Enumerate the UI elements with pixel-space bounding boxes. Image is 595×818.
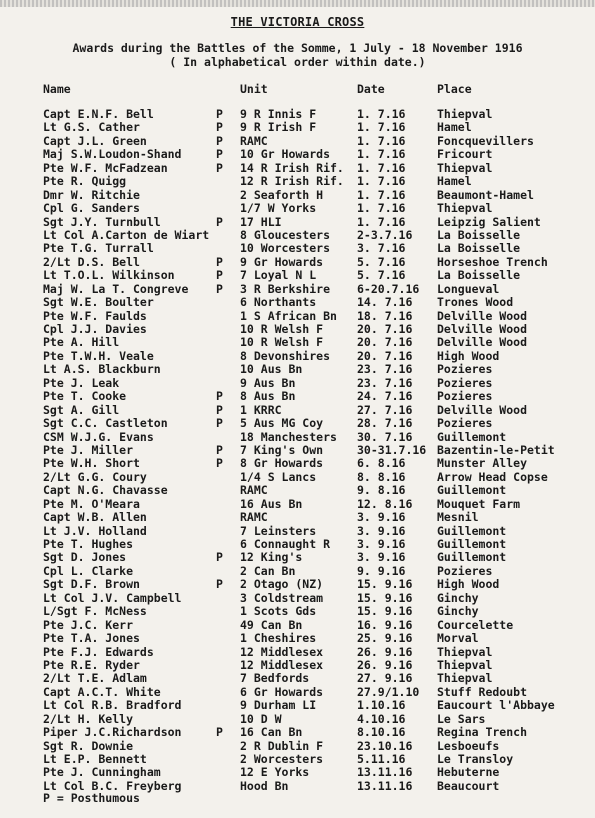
award-name: Pte R.E. Ryder <box>43 657 140 672</box>
award-unit: 49 Can Bn <box>240 617 303 632</box>
posthumous-mark: P <box>216 416 223 431</box>
award-date: 15. 9.16 <box>357 590 413 605</box>
table-row <box>0 672 595 685</box>
award-name: Sgt J.Y. Turnbull <box>43 214 161 229</box>
award-date: 5. 7.16 <box>357 254 406 269</box>
award-unit: 1/7 W Yorks <box>240 201 317 216</box>
award-name: Maj S.W.Loudon-Shand <box>43 147 182 162</box>
award-place: Pozieres <box>437 563 493 578</box>
award-name: Sgt R. Downie <box>43 738 134 753</box>
award-unit: 1 Cheshires <box>240 631 317 646</box>
award-name: Pte M. O'Meara <box>43 496 140 511</box>
award-date: 27.9/1.10 <box>357 684 420 699</box>
table-row <box>0 148 595 161</box>
award-unit: 1/4 S Lancs <box>240 469 317 484</box>
award-unit: 14 R Irish Rif. <box>240 160 344 175</box>
table-row <box>0 498 595 511</box>
award-place: Hamel <box>437 120 472 135</box>
table-row <box>0 646 595 659</box>
table-row <box>0 175 595 188</box>
award-unit: RAMC <box>240 133 268 148</box>
posthumous-mark: P <box>216 725 223 740</box>
award-unit: 6 Northants <box>240 295 317 310</box>
column-header-name: Name <box>43 82 71 96</box>
award-place: Beaucourt <box>437 778 500 793</box>
table-row <box>0 269 595 282</box>
award-date: 25. 9.16 <box>357 631 413 646</box>
top-border <box>0 0 595 7</box>
award-unit: 10 Gr Howards <box>240 147 331 162</box>
table-row <box>0 726 595 739</box>
award-place: Hebuterne <box>437 765 500 780</box>
award-unit: 16 Can Bn <box>240 725 303 740</box>
award-name: Capt E.N.F. Bell <box>43 107 154 121</box>
award-place: Stuff Redoubt <box>437 684 528 699</box>
award-name: Pte T.W.H. Veale <box>43 348 154 363</box>
award-place: La Boisselle <box>437 268 521 283</box>
award-date: 1. 7.16 <box>357 107 406 121</box>
award-unit: 8 Aus Bn <box>240 389 296 404</box>
award-date: 2-3.7.16 <box>357 227 413 242</box>
award-date: 23. 7.16 <box>357 375 413 390</box>
posthumous-mark: P <box>216 577 223 592</box>
award-place: La Boisselle <box>437 227 521 242</box>
table-row <box>0 310 595 323</box>
table-row <box>0 431 595 444</box>
award-unit: RAMC <box>240 510 268 525</box>
award-date: 15. 9.16 <box>357 604 413 619</box>
award-unit: 1 KRRC <box>240 402 282 417</box>
table-row <box>0 363 595 376</box>
award-unit: 10 Worcesters <box>240 241 331 256</box>
table-row <box>0 121 595 134</box>
award-name: Pte F.J. Edwards <box>43 644 154 659</box>
table-row <box>0 108 595 121</box>
award-place: Fricourt <box>437 147 493 162</box>
posthumous-mark: P <box>216 147 223 162</box>
table-row <box>0 242 595 255</box>
award-place: Le Transloy <box>437 752 514 766</box>
award-place: Thiepval <box>437 657 493 672</box>
posthumous-mark: P <box>216 254 223 269</box>
award-name: Sgt D. Jones <box>43 550 127 565</box>
award-place: Foncquevillers <box>437 133 534 148</box>
award-name: Dmr W. Ritchie <box>43 187 140 202</box>
award-unit: 7 Bedfords <box>240 671 310 686</box>
award-name: Pte A. Hill <box>43 335 120 350</box>
award-place: La Boisselle <box>437 241 521 256</box>
award-name: Cpl J.J. Davies <box>43 322 147 336</box>
posthumous-mark: P <box>216 107 223 121</box>
award-date: 14. 7.16 <box>357 295 413 310</box>
award-name: Sgt C.C. Castleton <box>43 416 168 431</box>
subtitle-line-2: ( In alphabetical order within date.) <box>169 55 426 69</box>
award-date: 16. 9.16 <box>357 617 413 632</box>
award-unit: 8 Gloucesters <box>240 227 331 242</box>
award-place: Courcelette <box>437 617 514 632</box>
award-date: 28. 7.16 <box>357 416 413 431</box>
award-name: Pte W.F. Faulds <box>43 308 147 323</box>
award-name: Sgt W.E. Boulter <box>43 295 154 310</box>
table-row <box>0 525 595 538</box>
posthumous-mark: P <box>216 550 223 565</box>
award-date: 6. 8.16 <box>357 456 406 471</box>
award-date: 4.10.16 <box>357 711 406 726</box>
column-header-unit: Unit <box>240 82 268 96</box>
posthumous-mark: P <box>216 133 223 148</box>
award-place: Delville Wood <box>437 322 528 336</box>
award-place: Beaumont-Hamel <box>437 187 534 202</box>
award-unit: 2 Worcesters <box>240 752 324 766</box>
award-date: 1. 7.16 <box>357 201 406 216</box>
page-title: THE VICTORIA CROSS <box>230 15 365 29</box>
award-name: Lt J.V. Holland <box>43 523 147 538</box>
award-place: Pozieres <box>437 362 493 377</box>
award-unit: 12 King's <box>240 550 303 565</box>
award-unit: 8 Devonshires <box>240 348 331 363</box>
table-row <box>0 350 595 363</box>
award-name: Lt Col A.Carton de Wiart <box>43 227 210 242</box>
award-unit: 8 Gr Howards <box>240 456 324 471</box>
award-unit: 9 R Irish F <box>240 120 317 135</box>
award-date: 24. 7.16 <box>357 389 413 404</box>
table-row <box>0 551 595 564</box>
award-unit: 9 Durham LI <box>240 698 317 713</box>
award-date: 13.11.16 <box>357 765 413 780</box>
award-place: Thiepval <box>437 107 493 121</box>
award-name: 2/Lt D.S. Bell <box>43 254 140 269</box>
award-unit: 2 Otago (NZ) <box>240 577 324 592</box>
award-unit: 18 Manchesters <box>240 429 337 444</box>
table-row <box>0 336 595 349</box>
award-place: Delville Wood <box>437 402 528 417</box>
award-place: Morval <box>437 631 479 646</box>
table-row <box>0 605 595 618</box>
table-row <box>0 592 595 605</box>
posthumous-mark: P <box>216 281 223 296</box>
table-row <box>0 256 595 269</box>
table-row <box>0 162 595 175</box>
award-date: 1.10.16 <box>357 698 406 713</box>
award-unit: 9 R Innis F <box>240 107 317 121</box>
award-date: 9. 8.16 <box>357 483 406 498</box>
award-unit: 1 S African Bn <box>240 308 337 323</box>
award-name: Lt G.S. Cather <box>43 120 140 135</box>
award-unit: 6 Connaught R <box>240 537 331 551</box>
award-name: Pte T. Cooke <box>43 389 127 404</box>
award-name: Capt A.C.T. White <box>43 684 161 699</box>
table-row <box>0 713 595 726</box>
award-unit: 3 R Berkshire <box>240 281 331 296</box>
award-place: High Wood <box>437 577 500 592</box>
award-date: 6-20.7.16 <box>357 281 420 296</box>
award-name: Sgt A. Gill <box>43 402 120 417</box>
posthumous-mark: P <box>216 214 223 229</box>
award-name: 2/Lt T.E. Adlam <box>43 671 147 686</box>
award-place: Longueval <box>437 281 500 296</box>
posthumous-mark: P <box>216 389 223 404</box>
award-name: Pte J. Miller <box>43 442 134 457</box>
award-unit: 17 HLI <box>240 214 282 229</box>
table-row <box>0 229 595 242</box>
award-unit: 12 Middlesex <box>240 657 324 672</box>
award-name: Lt Col J.V. Campbell <box>43 590 182 605</box>
award-unit: 9 Aus Bn <box>240 375 296 390</box>
award-unit: 12 R Irish Rif. <box>240 174 344 189</box>
table-row <box>0 296 595 309</box>
award-name: Pte W.F. McFadzean <box>43 160 168 175</box>
award-place: Hamel <box>437 174 472 189</box>
table-row <box>0 578 595 591</box>
footnote: P = Posthumous <box>43 791 140 805</box>
table-row <box>0 740 595 753</box>
award-date: 23.10.16 <box>357 738 413 753</box>
award-unit: 16 Aus Bn <box>240 496 303 511</box>
award-date: 3. 7.16 <box>357 241 406 256</box>
award-date: 1. 7.16 <box>357 214 406 229</box>
award-name: L/Sgt F. McNess <box>43 604 147 619</box>
subtitle-line-1: Awards during the Battles of the Somme, 1 July - 18 November 1916 <box>72 41 523 55</box>
award-date: 15. 9.16 <box>357 577 413 592</box>
award-name: Pte T. Hughes <box>43 537 134 551</box>
award-name: Lt Col R.B. Bradford <box>43 698 182 713</box>
award-date: 8.10.16 <box>357 725 406 740</box>
table-row <box>0 565 595 578</box>
table-row <box>0 189 595 202</box>
award-unit: 12 E Yorks <box>240 765 310 780</box>
award-unit: 2 Can Bn <box>240 563 296 578</box>
posthumous-mark: P <box>216 402 223 417</box>
table-row <box>0 632 595 645</box>
table-row <box>0 484 595 497</box>
column-header-place: Place <box>437 82 472 96</box>
award-place: Thiepval <box>437 160 493 175</box>
award-date: 5.11.16 <box>357 752 406 766</box>
award-date: 3. 9.16 <box>357 510 406 525</box>
award-name: Lt Col B.C. Freyberg <box>43 778 182 793</box>
award-name: Lt A.S. Blackburn <box>43 362 161 377</box>
table-row <box>0 444 595 457</box>
award-place: Horseshoe Trench <box>437 254 548 269</box>
table-row <box>0 538 595 551</box>
award-date: 1. 7.16 <box>357 174 406 189</box>
award-date: 5. 7.16 <box>357 268 406 283</box>
award-name: Lt E.P. Bennett <box>43 752 147 766</box>
award-date: 12. 8.16 <box>357 496 413 511</box>
award-name: 2/Lt H. Kelly <box>43 711 134 726</box>
table-row <box>0 457 595 470</box>
award-name: Capt N.G. Chavasse <box>43 483 168 498</box>
award-date: 18. 7.16 <box>357 308 413 323</box>
award-date: 1. 7.16 <box>357 160 406 175</box>
award-unit: 10 Aus Bn <box>240 362 303 377</box>
table-row <box>0 216 595 229</box>
table-row <box>0 390 595 403</box>
table-row <box>0 766 595 779</box>
award-place: Regina Trench <box>437 725 528 740</box>
award-date: 27. 7.16 <box>357 402 413 417</box>
award-unit: 12 Middlesex <box>240 644 324 659</box>
award-date: 20. 7.16 <box>357 322 413 336</box>
award-name: Maj W. La T. Congreve <box>43 281 189 296</box>
award-date: 1. 7.16 <box>357 187 406 202</box>
posthumous-mark: P <box>216 120 223 135</box>
award-unit: 7 Loyal N L <box>240 268 317 283</box>
award-date: 20. 7.16 <box>357 348 413 363</box>
award-name: Capt W.B. Allen <box>43 510 147 525</box>
table-row <box>0 753 595 766</box>
award-place: Thiepval <box>437 201 493 216</box>
award-name: Pte R. Quigg <box>43 174 127 189</box>
award-unit: 7 King's Own <box>240 442 324 457</box>
award-date: 1. 7.16 <box>357 133 406 148</box>
award-date: 1. 7.16 <box>357 120 406 135</box>
award-unit: 9 Gr Howards <box>240 254 324 269</box>
award-unit: 2 R Dublin F <box>240 738 324 753</box>
table-row <box>0 659 595 672</box>
award-place: Thiepval <box>437 644 493 659</box>
table-row <box>0 619 595 632</box>
table-row <box>0 471 595 484</box>
posthumous-mark: P <box>216 268 223 283</box>
award-name: Pte T.A. Jones <box>43 631 140 646</box>
table-row <box>0 417 595 430</box>
posthumous-mark: P <box>216 160 223 175</box>
award-name: Pte W.H. Short <box>43 456 140 471</box>
award-date: 26. 9.16 <box>357 644 413 659</box>
award-date: 9. 9.16 <box>357 563 406 578</box>
award-unit: Hood Bn <box>240 778 289 793</box>
award-date: 20. 7.16 <box>357 335 413 350</box>
award-place: Munster Alley <box>437 456 528 471</box>
award-name: CSM W.J.G. Evans <box>43 429 154 444</box>
table-row <box>0 511 595 524</box>
award-place: Guillemont <box>437 523 507 538</box>
award-date: 3. 9.16 <box>357 550 406 565</box>
award-name: Piper J.C.Richardson <box>43 725 182 740</box>
award-place: Guillemont <box>437 550 507 565</box>
award-unit: 6 Gr Howards <box>240 684 324 699</box>
awards-table <box>0 108 595 793</box>
table-row <box>0 135 595 148</box>
award-name: Pte J. Leak <box>43 375 120 390</box>
award-unit: 5 Aus MG Coy <box>240 416 324 431</box>
award-place: Ginchy <box>437 604 479 619</box>
award-name: 2/Lt G.G. Coury <box>43 469 147 484</box>
award-date: 30. 7.16 <box>357 429 413 444</box>
award-place: Thiepval <box>437 671 493 686</box>
award-unit: 1 Scots Gds <box>240 604 317 619</box>
award-place: Le Sars <box>437 711 486 726</box>
posthumous-mark: P <box>216 456 223 471</box>
award-place: Lesboeufs <box>437 738 500 753</box>
award-unit: 10 R Welsh F <box>240 322 324 336</box>
award-date: 26. 9.16 <box>357 657 413 672</box>
award-place: Arrow Head Copse <box>437 469 548 484</box>
table-row <box>0 202 595 215</box>
award-date: 30-31.7.16 <box>357 442 427 457</box>
table-row <box>0 699 595 712</box>
award-unit: 10 D W <box>240 711 282 726</box>
award-place: Pozieres <box>437 389 493 404</box>
award-name: Pte J.C. Kerr <box>43 617 134 632</box>
award-place: Mouquet Farm <box>437 496 521 511</box>
award-unit: RAMC <box>240 483 268 498</box>
award-place: Delville Wood <box>437 335 528 350</box>
award-date: 27. 9.16 <box>357 671 413 686</box>
column-header-date: Date <box>357 82 385 96</box>
table-row <box>0 283 595 296</box>
award-unit: 10 R Welsh F <box>240 335 324 350</box>
table-row <box>0 377 595 390</box>
award-name: Cpl G. Sanders <box>43 201 140 216</box>
award-name: Pte J. Cunningham <box>43 765 161 780</box>
award-place: Pozieres <box>437 375 493 390</box>
award-place: Bazentin-le-Petit <box>437 442 555 457</box>
award-place: Leipzig Salient <box>437 214 541 229</box>
award-date: 23. 7.16 <box>357 362 413 377</box>
award-name: Lt T.O.L. Wilkinson <box>43 268 175 283</box>
award-unit: 2 Seaforth H <box>240 187 324 202</box>
table-row <box>0 323 595 336</box>
award-unit: 7 Leinsters <box>240 523 317 538</box>
award-place: Pozieres <box>437 416 493 431</box>
award-place: Mesnil <box>437 510 479 525</box>
award-place: Guillemont <box>437 483 507 498</box>
award-date: 8. 8.16 <box>357 469 406 484</box>
posthumous-mark: P <box>216 442 223 457</box>
award-date: 3. 9.16 <box>357 537 406 551</box>
table-row <box>0 404 595 417</box>
award-unit: 3 Coldstream <box>240 590 324 605</box>
award-place: Ginchy <box>437 590 479 605</box>
award-date: 13.11.16 <box>357 778 413 793</box>
award-date: 1. 7.16 <box>357 147 406 162</box>
award-place: Eaucourt l'Abbaye <box>437 698 555 713</box>
table-row <box>0 686 595 699</box>
award-name: Capt J.L. Green <box>43 133 147 148</box>
award-name: Sgt D.F. Brown <box>43 577 140 592</box>
award-place: High Wood <box>437 348 500 363</box>
award-name: Cpl L. Clarke <box>43 563 134 578</box>
award-place: Guillemont <box>437 537 507 551</box>
award-place: Delville Wood <box>437 308 528 323</box>
award-place: Trones Wood <box>437 295 514 310</box>
award-name: Pte T.G. Turrall <box>43 241 154 256</box>
award-place: Guillemont <box>437 429 507 444</box>
award-date: 3. 9.16 <box>357 523 406 538</box>
